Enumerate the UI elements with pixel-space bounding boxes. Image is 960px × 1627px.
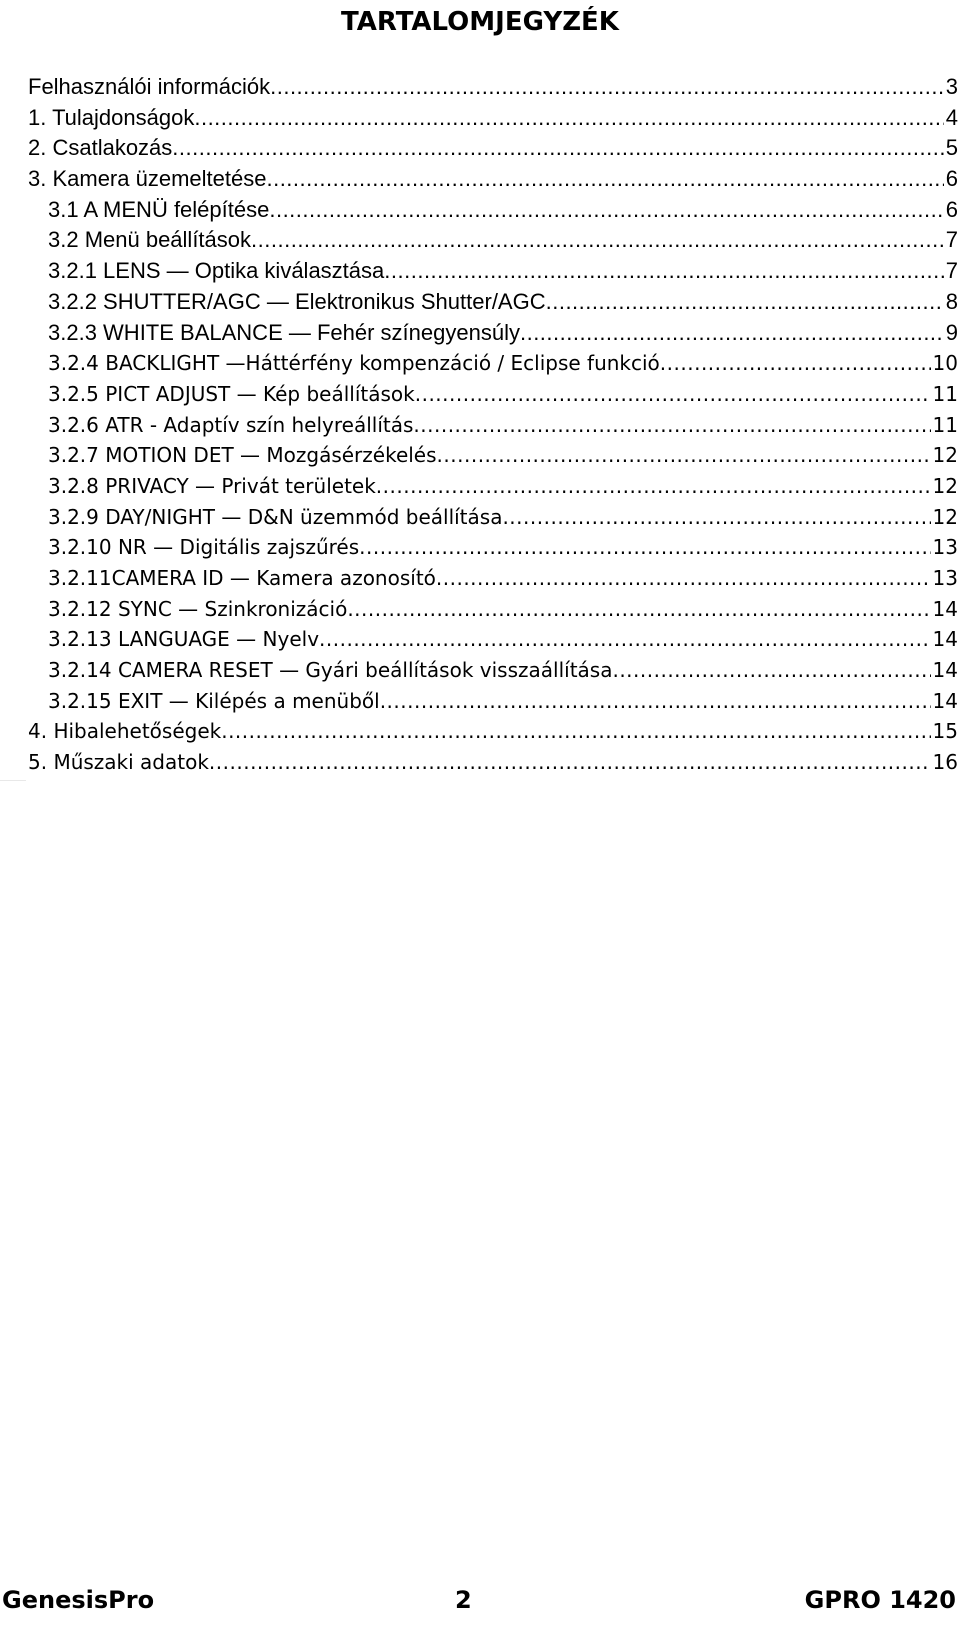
toc-entry-page: 12 (932, 473, 958, 498)
toc-leader-dots (266, 164, 943, 195)
footer-page-number: 2 (455, 1586, 472, 1614)
toc-leader-dots (221, 716, 930, 747)
toc-entry-title: 3.2.1 LENS — Optika kiválasztása (48, 258, 385, 284)
toc-entry[interactable] (28, 133, 958, 164)
toc-leader-dots (546, 287, 944, 318)
toc-entry-title: 3.2.3 WHITE BALANCE — Fehér színegyensúly (48, 319, 520, 345)
toc-entry-page: 7 (945, 258, 958, 284)
divider (0, 780, 26, 781)
footer-brand: GenesisPro (2, 1586, 155, 1614)
toc-entry-title: 3.2.13 LANGUAGE — Nyelv (48, 627, 320, 652)
toc-entry-title: 3.2.10 NR — Digitális zajszűrés (48, 535, 360, 560)
toc-leader-dots (413, 410, 930, 441)
toc-entry[interactable] (28, 318, 958, 349)
toc-entry[interactable] (28, 594, 958, 625)
toc-entry[interactable] (28, 716, 958, 747)
toc-leader-dots (660, 348, 931, 379)
toc-entry[interactable] (28, 225, 958, 256)
toc-entry-page: 5 (945, 135, 958, 161)
toc-entry[interactable] (28, 440, 958, 471)
toc-entry[interactable] (28, 195, 958, 226)
toc-entry-page: 14 (932, 658, 958, 683)
toc-entry[interactable] (28, 410, 958, 441)
toc-entry[interactable] (28, 379, 958, 410)
toc-entry-page: 4 (945, 104, 958, 130)
toc-entry[interactable] (28, 72, 958, 103)
toc-entry-page: 9 (945, 319, 958, 345)
toc-entry-title: Felhasználói információk (28, 74, 271, 99)
toc-entry-title: 3.1 A MENÜ felépítése (48, 196, 270, 222)
toc-leader-dots (319, 624, 931, 655)
toc-leader-dots (359, 532, 930, 563)
toc-entry-page: 14 (932, 596, 958, 621)
toc-entry-title: 3.2.9 DAY/NIGHT — D&N üzemmód beállítása (48, 504, 503, 529)
toc-entry-page: 11 (932, 381, 958, 406)
toc-entry[interactable] (28, 655, 958, 686)
toc-entry-page: 14 (932, 688, 958, 713)
toc-entry[interactable] (28, 164, 958, 195)
toc-entry-page: 15 (932, 719, 958, 744)
toc-leader-dots (269, 195, 943, 226)
toc-entry-title: 5. Műszaki adatok (28, 750, 209, 775)
table-of-contents (28, 72, 958, 778)
toc-entry-title: 1. Tulajdonságok (28, 104, 195, 130)
toc-entry-title: 3.2.6 ATR - Adaptív szín helyreállítás (48, 412, 414, 437)
toc-entry-title: 3. Kamera üzemeltetése (28, 166, 267, 192)
toc-leader-dots (520, 318, 944, 349)
footer-model: GPRO 1420 (804, 1586, 956, 1614)
toc-entry-page: 16 (932, 750, 958, 775)
toc-entry[interactable] (28, 532, 958, 563)
toc-leader-dots (376, 471, 931, 502)
toc-entry-title: 3.2.11CAMERA ID — Kamera azonosító (48, 566, 436, 590)
toc-leader-dots (251, 225, 944, 256)
toc-entry-page: 3 (945, 74, 958, 99)
toc-leader-dots (437, 440, 931, 471)
toc-entry[interactable] (28, 624, 958, 655)
toc-entry-title: 3.2.14 CAMERA RESET — Gyári beállítások visszaállítása (48, 658, 613, 683)
toc-leader-dots (209, 747, 931, 778)
toc-entry-page: 6 (945, 196, 958, 222)
toc-entry[interactable] (28, 563, 958, 594)
toc-leader-dots (172, 133, 943, 164)
toc-leader-dots (347, 594, 930, 625)
toc-entry-title: 3.2.5 PICT ADJUST — Kép beállítások (48, 381, 415, 406)
toc-entry[interactable] (28, 256, 958, 287)
toc-leader-dots (270, 72, 944, 103)
toc-entry-title: 3.2.2 SHUTTER/AGC — Elektronikus Shutter/AGC (48, 288, 546, 314)
toc-entry-title: 3.2.12 SYNC — Szinkronizáció (48, 596, 348, 621)
toc-entry-title: 2. Csatlakozás (28, 135, 173, 161)
toc-entry-title: 3.2.7 MOTION DET — Mozgásérzékelés (48, 443, 437, 468)
toc-entry[interactable] (28, 103, 958, 134)
toc-leader-dots (612, 655, 930, 686)
toc-entry-title: 3.2 Menü beállítások (48, 227, 252, 253)
toc-entry-page: 13 (932, 566, 958, 590)
toc-entry-page: 7 (945, 227, 958, 253)
toc-entry[interactable] (28, 287, 958, 318)
toc-entry-page: 14 (932, 627, 958, 652)
toc-entry-title: 3.2.15 EXIT — Kilépés a menüből (48, 688, 380, 713)
toc-entry-page: 12 (932, 504, 958, 529)
toc-entry[interactable] (28, 747, 958, 778)
toc-leader-dots (194, 103, 943, 134)
page-footer (0, 1580, 960, 1620)
toc-entry-title: 3.2.8 PRIVACY — Privát területek (48, 473, 376, 498)
toc-leader-dots (415, 379, 931, 410)
toc-entry[interactable] (28, 686, 958, 717)
page-title: TARTALOMJEGYZÉK (341, 7, 619, 37)
toc-entry[interactable] (28, 348, 958, 379)
toc-entry[interactable] (28, 502, 958, 533)
toc-entry-page: 11 (932, 412, 958, 437)
toc-entry-page: 10 (932, 351, 958, 376)
toc-leader-dots (380, 686, 931, 717)
toc-entry-page: 12 (932, 443, 958, 468)
toc-entry-title: 4. Hibalehetőségek (28, 719, 222, 744)
toc-entry-page: 13 (932, 535, 958, 560)
toc-entry-title: 3.2.4 BACKLIGHT —Háttérfény kompenzáció / Eclipse funkció (48, 351, 660, 376)
toc-leader-dots (502, 502, 930, 533)
toc-entry-page: 6 (945, 166, 958, 192)
toc-entry-page: 8 (945, 288, 958, 314)
toc-leader-dots (384, 256, 943, 287)
toc-entry[interactable] (28, 471, 958, 502)
toc-leader-dots (436, 563, 931, 594)
